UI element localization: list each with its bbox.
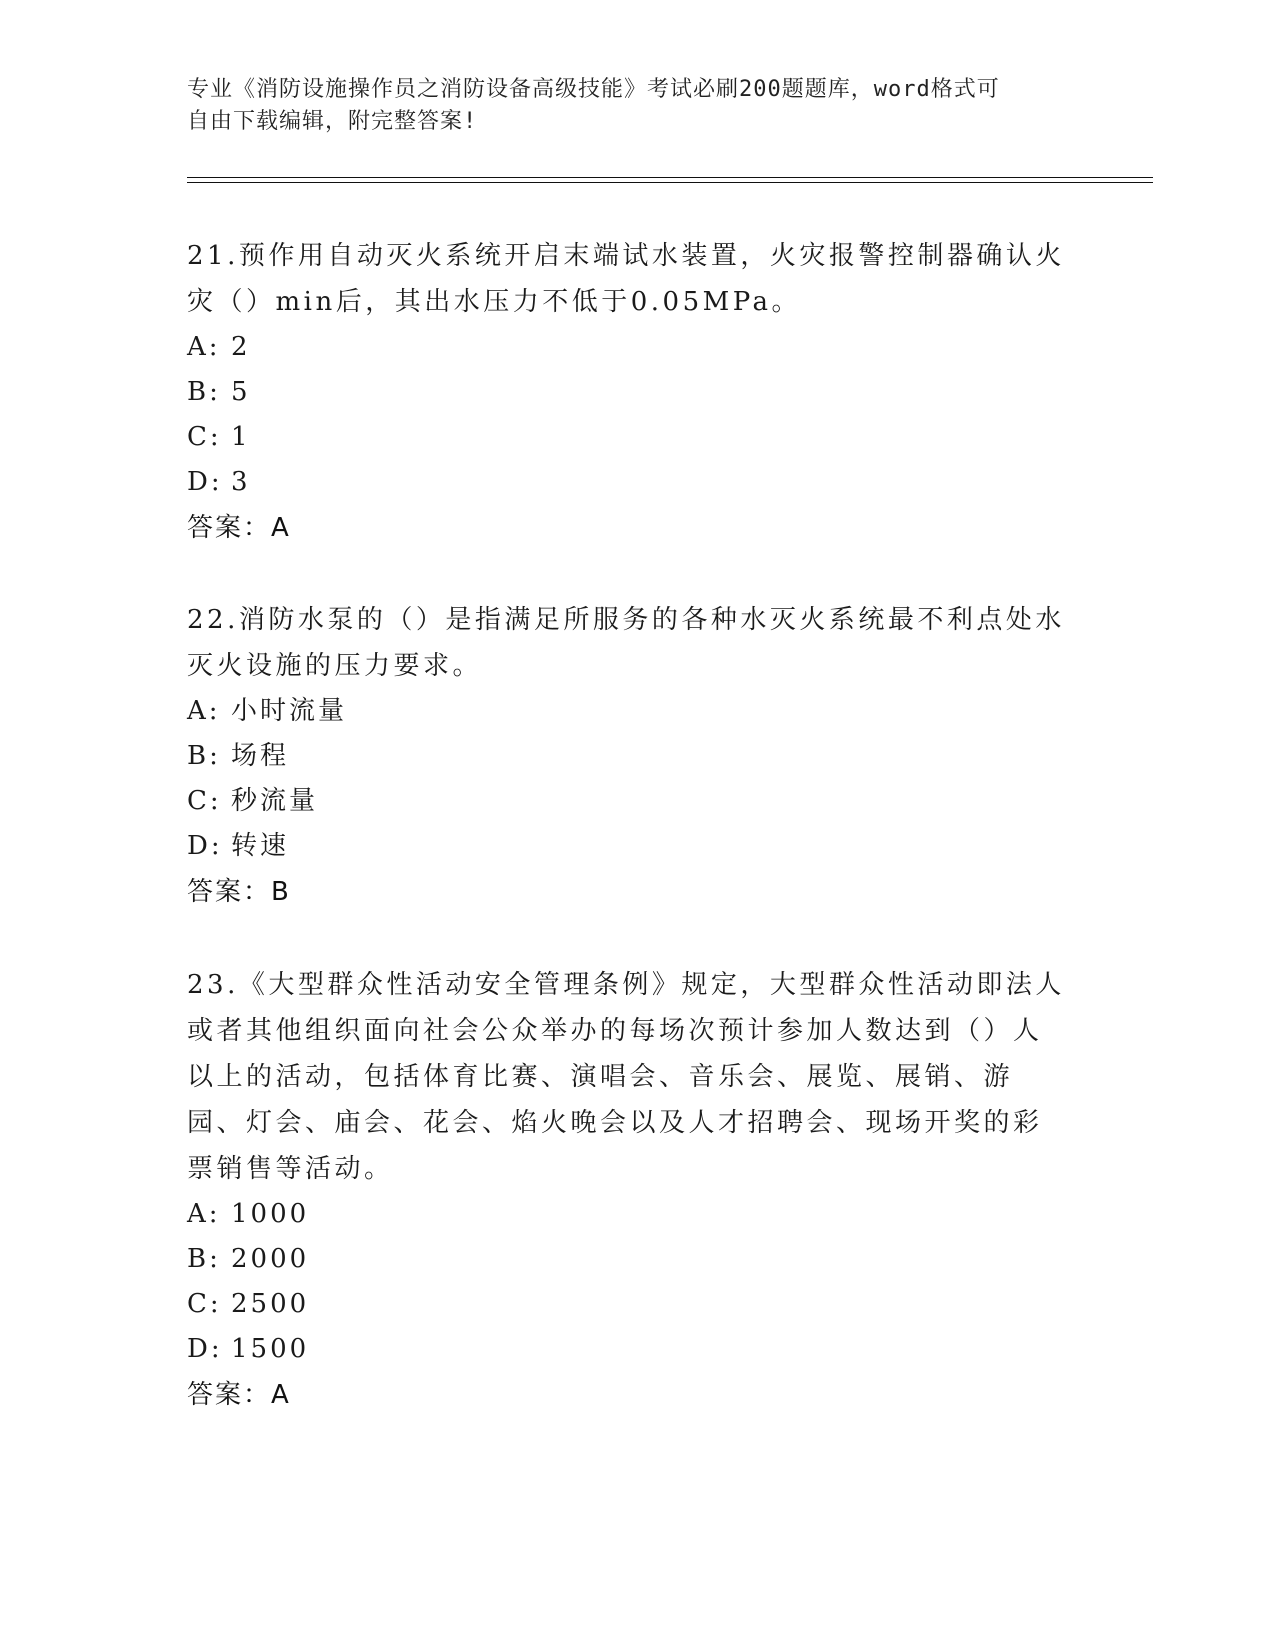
option-text: 1000 bbox=[231, 1199, 310, 1229]
option-text: 场程 bbox=[231, 741, 290, 771]
option-key: C: bbox=[187, 422, 222, 452]
option-text: 3 bbox=[231, 467, 251, 497]
option-d bbox=[187, 460, 1067, 505]
answer-line: 答案：B bbox=[187, 877, 291, 907]
option-key: B: bbox=[187, 1244, 221, 1274]
header-line-1: 专业《消防设施操作员之消防设备高级技能》考试必刷200题题库，word格式可 bbox=[187, 77, 1000, 102]
option-key: A: bbox=[187, 696, 221, 726]
option-text: 1500 bbox=[231, 1334, 310, 1364]
option-key: B: bbox=[187, 377, 221, 407]
question-21 bbox=[187, 233, 1067, 551]
option-key: C: bbox=[187, 1289, 222, 1319]
option-text: 秒流量 bbox=[231, 786, 319, 816]
option-text: 1 bbox=[231, 422, 251, 452]
option-a bbox=[187, 325, 1067, 370]
option-b bbox=[187, 1237, 1067, 1282]
header-divider-bottom bbox=[187, 182, 1153, 183]
question-stem: 23.《大型群众性活动安全管理条例》规定，大型群众性活动即法人或者其他组织面向社会公众举办的每场次预计参加人数达到（）人以上的活动，包括体育比赛、演唱会、音乐会、展览、展销、游园、灯会、庙会、花会、焰火晚会以及人才招聘会、现场开奖的彩票销售等活动。 bbox=[187, 970, 1065, 1184]
question-23 bbox=[187, 962, 1067, 1418]
option-text: 2000 bbox=[231, 1244, 310, 1274]
document-header bbox=[187, 74, 1067, 138]
option-text: 2500 bbox=[231, 1289, 310, 1319]
option-key: A: bbox=[187, 1199, 221, 1229]
option-key: C: bbox=[187, 786, 222, 816]
option-b bbox=[187, 370, 1067, 415]
option-d bbox=[187, 824, 1067, 869]
question-stem: 21.预作用自动灭火系统开启末端试水装置，火灾报警控制器确认火灾（）min后，其出水压力不低于0.05MPa。 bbox=[187, 241, 1065, 317]
option-a bbox=[187, 1192, 1067, 1237]
option-text: 2 bbox=[231, 332, 251, 362]
option-d bbox=[187, 1327, 1067, 1372]
question-stem: 22.消防水泵的（）是指满足所服务的各种水灭火系统最不利点处水灭火设施的压力要求。 bbox=[187, 605, 1065, 681]
answer-line: 答案：A bbox=[187, 513, 291, 543]
option-key: D: bbox=[187, 467, 223, 497]
option-c bbox=[187, 1282, 1067, 1327]
option-c bbox=[187, 415, 1067, 460]
option-key: D: bbox=[187, 831, 223, 861]
option-text: 小时流量 bbox=[231, 696, 348, 726]
option-key: D: bbox=[187, 1334, 223, 1364]
option-c bbox=[187, 779, 1067, 824]
answer-line: 答案：A bbox=[187, 1380, 291, 1410]
question-22 bbox=[187, 597, 1067, 915]
header-line-2: 自由下载编辑，附完整答案! bbox=[187, 109, 478, 134]
option-text: 5 bbox=[231, 377, 251, 407]
header-divider-top bbox=[187, 177, 1153, 178]
option-text: 转速 bbox=[231, 831, 290, 861]
option-b bbox=[187, 734, 1067, 779]
option-key: A: bbox=[187, 332, 221, 362]
option-a bbox=[187, 689, 1067, 734]
option-key: B: bbox=[187, 741, 221, 771]
